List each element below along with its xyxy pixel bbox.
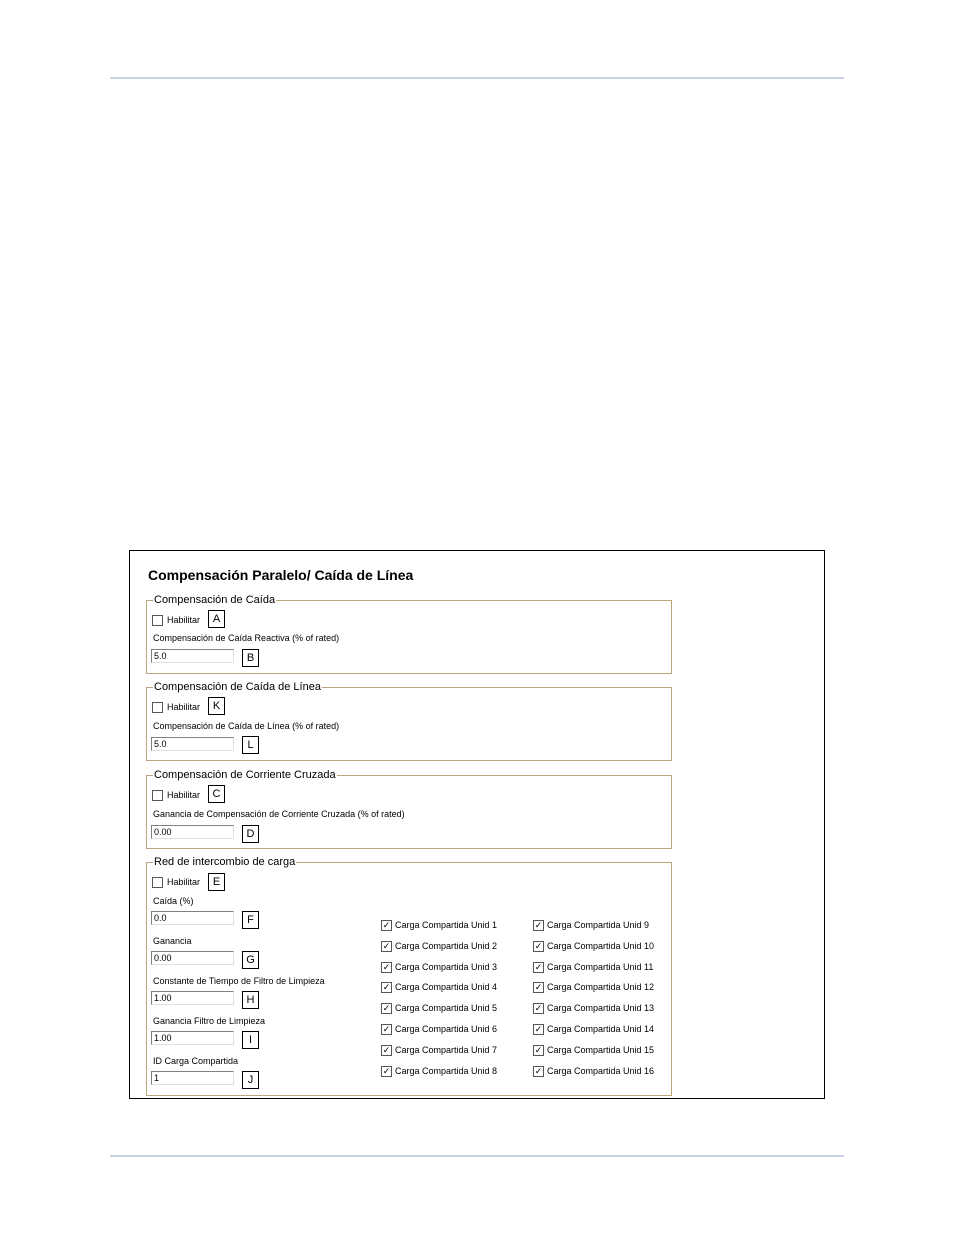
field-label: Compensación de Caída de Línea (% of rated) <box>153 721 340 731</box>
unit-label: Carga Compartida Unid 2 <box>395 941 498 951</box>
line-drop-compensation-group <box>146 681 672 761</box>
load-share-id-input[interactable]: 1 <box>151 1071 234 1085</box>
callout-tag: H <box>242 991 259 1009</box>
enable-checkbox[interactable] <box>152 790 163 801</box>
line-drop-value-input[interactable]: 5.0 <box>151 737 234 751</box>
checkbox-checked[interactable]: ✓ <box>382 1045 391 1055</box>
unit-label: Carga Compartida Unid 3 <box>395 962 498 972</box>
unit-label: Carga Compartida Unid 1 <box>395 920 498 930</box>
cross-current-gain-input[interactable]: 0.00 <box>151 825 234 839</box>
callout-tag: K <box>208 697 225 715</box>
checkbox-checked[interactable]: ✓ <box>534 982 543 992</box>
callout-tag: F <box>242 911 259 929</box>
checkbox-checked[interactable]: ✓ <box>534 1045 543 1055</box>
group-legend: Compensación de Corriente Cruzada <box>154 769 336 781</box>
droop-value-input[interactable]: 5.0 <box>151 649 234 663</box>
enable-label: Habilitar <box>167 790 201 800</box>
checkbox-checked[interactable]: ✓ <box>534 941 543 951</box>
unit-label: Carga Compartida Unid 11 <box>547 962 654 972</box>
checkbox-checked[interactable]: ✓ <box>534 1024 543 1034</box>
load-share-group <box>146 856 672 1096</box>
enable-checkbox[interactable] <box>152 877 163 888</box>
header-rule <box>110 77 844 79</box>
filter-time-constant-input[interactable]: 1.00 <box>151 991 234 1005</box>
unit-label: Carga Compartida Unid 16 <box>547 1066 655 1076</box>
enable-checkbox[interactable] <box>152 702 163 713</box>
cross-current-compensation-group <box>146 769 672 849</box>
gain-label: Ganancia <box>153 936 192 946</box>
group-legend: Compensación de Caída de Línea <box>154 681 321 693</box>
checkbox-checked[interactable]: ✓ <box>382 920 391 930</box>
footer-rule <box>110 1155 844 1157</box>
group-legend: Red de intercombio de carga <box>154 856 296 868</box>
unit-label: Carga Compartida Unid 13 <box>547 1003 655 1013</box>
checkbox-checked[interactable]: ✓ <box>534 1003 543 1013</box>
unit-label: Carga Compartida Unid 10 <box>547 941 655 951</box>
unit-label: Carga Compartida Unid 4 <box>395 982 498 992</box>
filter-time-constant-label: Constante de Tiempo de Filtro de Limpieza <box>153 976 325 986</box>
droop-label: Caída (%) <box>153 896 194 906</box>
filter-gain-input[interactable]: 1.00 <box>151 1031 234 1045</box>
callout-tag: I <box>242 1031 259 1049</box>
filter-gain-label: Ganancia Filtro de Limpieza <box>153 1016 266 1026</box>
unit-label: Carga Compartida Unid 8 <box>395 1066 498 1076</box>
field-label: Ganancia de Compensación de Corriente Cruzada (% of rated) <box>153 809 405 819</box>
checkbox-checked[interactable]: ✓ <box>382 1024 391 1034</box>
callout-tag: G <box>242 951 259 969</box>
checkbox-checked[interactable]: ✓ <box>382 941 391 951</box>
callout-tag: E <box>208 873 225 891</box>
checkbox-checked[interactable]: ✓ <box>382 962 391 972</box>
callout-tag: L <box>242 736 259 754</box>
settings-panel <box>129 550 825 1099</box>
checkbox-checked[interactable]: ✓ <box>534 1066 543 1076</box>
droop-percent-input[interactable]: 0.0 <box>151 911 234 925</box>
unit-label: Carga Compartida Unid 14 <box>547 1024 655 1034</box>
load-share-id-label: ID Carga Compartida <box>153 1056 239 1066</box>
unit-label: Carga Compartida Unid 6 <box>395 1024 498 1034</box>
callout-tag: J <box>242 1071 259 1089</box>
unit-label: Carga Compartida Unid 9 <box>547 920 650 930</box>
enable-checkbox[interactable] <box>152 615 163 626</box>
checkbox-checked[interactable]: ✓ <box>382 982 391 992</box>
unit-label: Carga Compartida Unid 7 <box>395 1045 498 1055</box>
checkbox-checked[interactable]: ✓ <box>534 920 543 930</box>
droop-compensation-group <box>146 594 672 674</box>
enable-label: Habilitar <box>167 615 201 625</box>
field-label: Compensación de Caída Reactiva (% of rated) <box>153 633 340 643</box>
callout-tag: D <box>242 825 259 843</box>
group-legend: Compensación de Caída <box>154 594 276 606</box>
checkbox-checked[interactable]: ✓ <box>534 962 543 972</box>
gain-input[interactable]: 0.00 <box>151 951 234 965</box>
checkbox-checked[interactable]: ✓ <box>382 1003 391 1013</box>
enable-label: Habilitar <box>167 702 201 712</box>
callout-tag: A <box>208 610 225 628</box>
checkbox-checked[interactable]: ✓ <box>382 1066 391 1076</box>
page-title: Compensación Paralelo/ Caída de Línea <box>148 567 414 583</box>
callout-tag: B <box>242 649 259 667</box>
unit-label: Carga Compartida Unid 15 <box>547 1045 655 1055</box>
unit-label: Carga Compartida Unid 5 <box>395 1003 498 1013</box>
callout-tag: C <box>208 785 225 803</box>
enable-label: Habilitar <box>167 877 201 887</box>
unit-label: Carga Compartida Unid 12 <box>547 982 655 992</box>
